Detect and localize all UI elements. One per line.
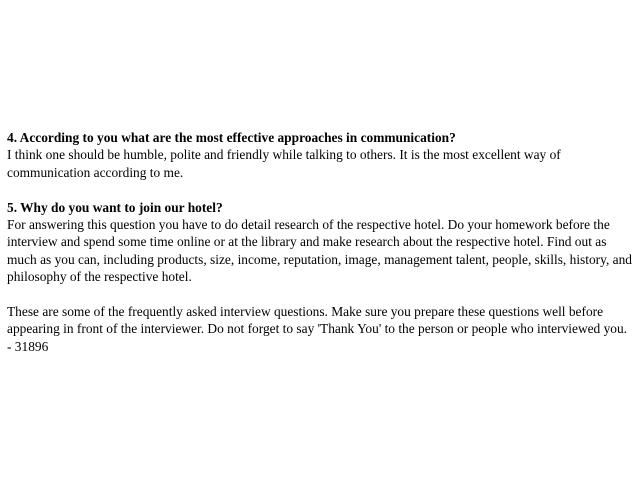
closing-block <box>7 303 633 355</box>
question-5-answer: For answering this question you have to do detail research of the respective hotel. Do your homework before the interview and spend some time online or at the library and make research about the respective hotel. Find out as much as you can, including products, size, income, reputation, image, management talent, people, skills, history, and philosophy of the respective hotel. <box>7 217 632 285</box>
question-5-heading: 5. Why do you want to join our hotel? <box>7 199 223 215</box>
question-4-heading: 4. According to you what are the most effective approaches in communication? <box>7 130 456 145</box>
document-body <box>7 129 633 373</box>
question-4-answer: I think one should be humble, polite and friendly while talking to others. It is the most excellent way of communication according to me. <box>7 147 561 180</box>
question-4-block <box>7 129 633 181</box>
question-5-block <box>7 199 633 286</box>
closing-paragraph: These are some of the frequently asked interview questions. Make sure you prepare these questions well before appearing in front of the interviewer. Do not forget to say 'Thank You' to the person or people who interviewed you. - 31896 <box>7 304 628 354</box>
